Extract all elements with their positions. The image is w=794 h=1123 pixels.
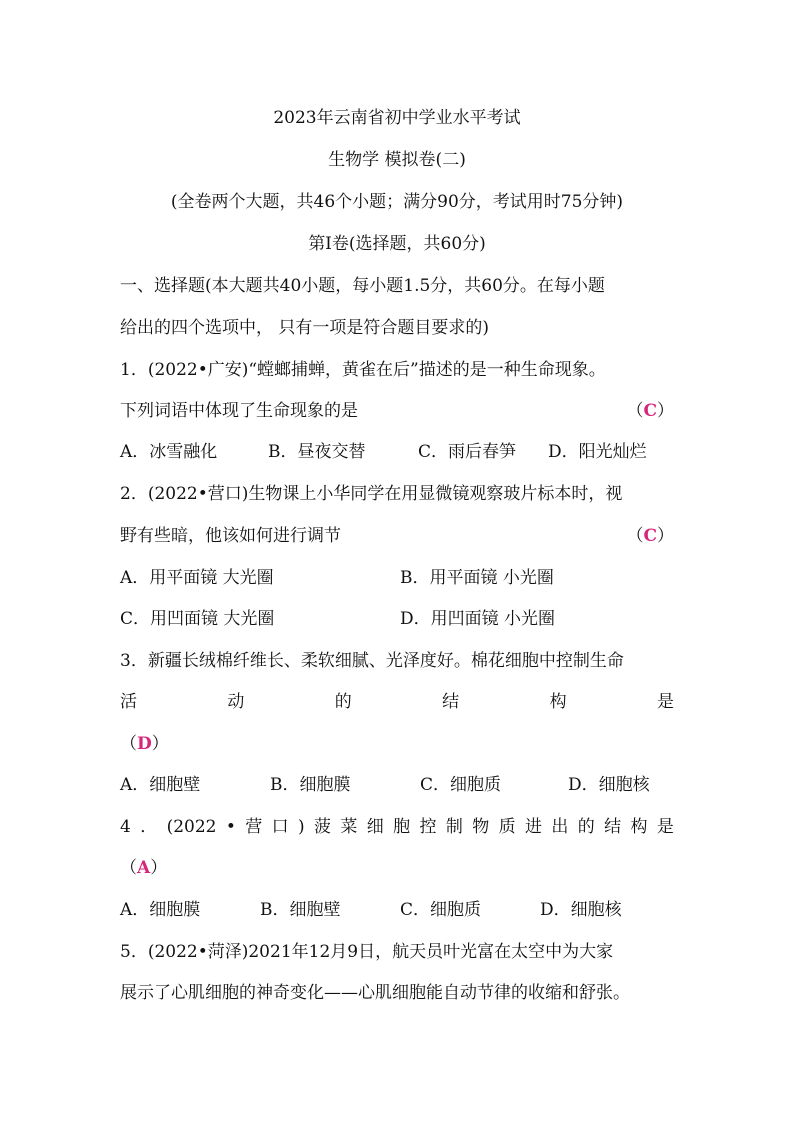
question-3-option-c: C．细胞质 bbox=[420, 775, 502, 795]
question-1-answer: C bbox=[643, 401, 657, 421]
question-2-line2 bbox=[120, 524, 674, 548]
question-1-stem: 下列词语中体现了生命现象的是 bbox=[120, 401, 358, 421]
question-3-options bbox=[120, 773, 674, 797]
question-4-char: 构 bbox=[630, 817, 648, 837]
question-4-char: 菜 bbox=[340, 817, 358, 837]
question-4-char: 进 bbox=[525, 817, 543, 837]
question-4-char: 制 bbox=[445, 817, 463, 837]
question-3-line1: 3．新疆长绒棉纤维长、柔软细腻、光泽度好。棉花细胞中控制生命 bbox=[120, 651, 624, 671]
question-2-option-d: D．用凹面镜 小光圈 bbox=[400, 609, 556, 629]
question-4-char: 营 bbox=[245, 817, 263, 837]
question-4-char: 菠 bbox=[314, 817, 332, 837]
exam-instructions: (全卷两个大题，共46个小题；满分90分，考试用时75分钟) bbox=[170, 192, 624, 212]
question-4-char: 是 bbox=[656, 817, 674, 837]
question-2-options-row1 bbox=[120, 566, 674, 590]
question-4-char: 4 bbox=[120, 817, 131, 837]
question-2-answer: C bbox=[643, 526, 657, 546]
question-3-word: 构 bbox=[549, 692, 567, 712]
question-4-char: 物 bbox=[472, 817, 490, 837]
question-5-line2: 展示了心肌细胞的神奇变化——心肌细胞能自动节律的收缩和舒张。 bbox=[120, 983, 630, 1003]
question-4-char: 控 bbox=[419, 817, 437, 837]
question-3-word: 结 bbox=[442, 692, 460, 712]
question-4-char: 胞 bbox=[393, 817, 411, 837]
question-1-option-d: D．阳光灿烂 bbox=[548, 442, 647, 462]
question-4-option-c: C．细胞质 bbox=[400, 900, 482, 920]
question-3-option-a: A．细胞壁 bbox=[120, 775, 201, 795]
question-1-option-c: C．雨后春笋 bbox=[418, 442, 517, 462]
question-4-answer-bracket: （A） bbox=[120, 858, 168, 878]
question-3-word: 活 bbox=[120, 692, 137, 712]
question-1-line2 bbox=[120, 399, 674, 423]
exam-subtitle: 生物学 模拟卷(二) bbox=[328, 150, 466, 170]
question-4-char: ． bbox=[140, 817, 158, 837]
question-4-char: 出 bbox=[551, 817, 569, 837]
question-4-answer: A bbox=[137, 858, 151, 878]
section-heading-line1: 一、选择题(本大题共40小题，每小题1.5分，共60分。在每小题 bbox=[120, 276, 605, 296]
question-3-word: 的 bbox=[334, 692, 352, 712]
question-1-option-b: B．昼夜交替 bbox=[268, 442, 366, 462]
question-2-option-a: A．用平面镜 大光圈 bbox=[120, 568, 274, 588]
question-4-char: 的 bbox=[577, 817, 595, 837]
question-4-line1 bbox=[120, 815, 674, 839]
question-2-stem: 野有些暗，他该如何进行调节 bbox=[120, 526, 341, 546]
question-4-options bbox=[120, 898, 674, 922]
question-4-char: ) bbox=[298, 817, 305, 837]
question-1-option-a: A．冰雪融化 bbox=[120, 442, 218, 462]
question-3-word: 是 bbox=[656, 692, 674, 712]
question-1-options bbox=[120, 440, 674, 464]
question-3-answer: D bbox=[137, 734, 152, 754]
question-2-answer-bracket: （C） bbox=[626, 526, 674, 546]
question-4-option-a: A．细胞膜 bbox=[120, 900, 201, 920]
section-heading-line2: 给出的四个选项中， 只有一项是符合题目要求的) bbox=[120, 318, 490, 338]
question-3-line2 bbox=[120, 690, 674, 714]
question-4-char: • bbox=[225, 817, 236, 837]
exam-title: 2023年云南省初中学业水平考试 bbox=[273, 108, 521, 128]
question-4-option-b: B．细胞壁 bbox=[260, 900, 341, 920]
question-3-option-d: D．细胞核 bbox=[568, 775, 650, 795]
question-4-option-d: D．细胞核 bbox=[540, 900, 622, 920]
part-title: 第Ⅰ卷(选择题，共60分) bbox=[308, 234, 486, 254]
question-3-answer-bracket: （D） bbox=[120, 734, 169, 754]
question-2-options-row2 bbox=[120, 607, 674, 631]
question-4-char: 质 bbox=[498, 817, 516, 837]
question-2-option-c: C．用凹面镜 大光圈 bbox=[120, 609, 275, 629]
question-4-char: 口 bbox=[271, 817, 289, 837]
question-4-char: 细 bbox=[366, 817, 384, 837]
question-3-option-b: B．细胞膜 bbox=[270, 775, 351, 795]
question-1-answer-bracket: （C） bbox=[626, 401, 674, 421]
question-2-option-b: B．用平面镜 小光圈 bbox=[400, 568, 554, 588]
question-1-line1: 1．(2022•广安)“螳螂捕蝉，黄雀在后”描述的是一种生命现象。 bbox=[120, 360, 606, 380]
question-2-line1: 2．(2022•营口)生物课上小华同学在用显微镜观察玻片标本时，视 bbox=[120, 484, 623, 504]
question-3-word: 动 bbox=[227, 692, 245, 712]
question-4-char: (2022 bbox=[166, 817, 217, 837]
question-4-char: 结 bbox=[604, 817, 622, 837]
question-5-line1: 5．(2022•菏泽)2021年12月9日，航天员叶光富在太空中为大家 bbox=[120, 942, 614, 962]
